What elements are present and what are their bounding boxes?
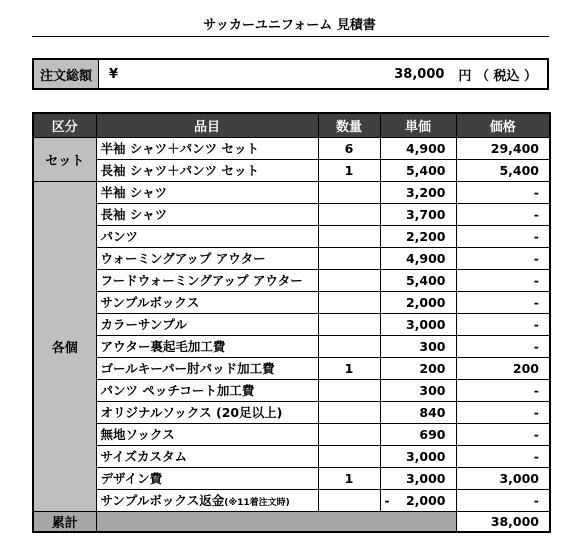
item-cell: 半袖 シャツ: [96, 181, 318, 203]
table-row: [33, 313, 550, 335]
table-row: [33, 225, 550, 247]
table-row: [33, 269, 550, 291]
table-row: [33, 335, 550, 357]
item-cell: カラーサンプル: [96, 313, 318, 335]
price-cell: -: [456, 445, 550, 467]
price-cell: -: [456, 401, 550, 423]
quantity-cell: 6: [318, 137, 380, 159]
unit-price-cell: 200: [380, 357, 456, 379]
order-total-label: 注文総額: [34, 60, 99, 88]
refund-amount: 2,000: [405, 492, 446, 508]
unit-price-cell: 840: [380, 401, 456, 423]
table-header-row: [33, 113, 550, 137]
title-divider: [32, 36, 549, 37]
unit-price-cell: 3,000: [380, 467, 456, 489]
table-row: [33, 401, 550, 423]
table-row: [33, 137, 550, 159]
price-cell: 3,000: [456, 467, 550, 489]
table-row: [33, 291, 550, 313]
table-row: [33, 357, 550, 379]
quantity-cell: [318, 181, 380, 203]
unit-price-cell: 2,000: [380, 291, 456, 313]
table-row: [33, 159, 550, 181]
quantity-cell: [318, 401, 380, 423]
quantity-cell: [318, 203, 380, 225]
item-cell: 長袖 シャツ＋パンツ セット: [96, 159, 318, 181]
quantity-cell: [318, 225, 380, 247]
item-cell: フードウォーミングアップ アウター: [96, 269, 318, 291]
item-cell: 半袖 シャツ＋パンツ セット: [96, 137, 318, 159]
price-cell: -: [456, 489, 550, 511]
table-row: [33, 467, 550, 489]
quantity-cell: 1: [318, 357, 380, 379]
refund-note: (※11着注文時): [224, 498, 290, 508]
quantity-cell: [318, 335, 380, 357]
quantity-cell: [318, 445, 380, 467]
refund-item-label: サンプルボックス返金: [100, 493, 225, 508]
unit-price-cell: 3,700: [380, 203, 456, 225]
table-row: [33, 203, 550, 225]
quantity-cell: 1: [318, 159, 380, 181]
price-cell: -: [456, 269, 550, 291]
table-row: [33, 379, 550, 401]
sum-spacer: [96, 511, 456, 532]
table-row: [33, 445, 550, 467]
quote-table-body: [33, 137, 550, 532]
unit-price-cell: 3,000: [380, 313, 456, 335]
quantity-cell: [318, 423, 380, 445]
unit-price-cell: 300: [380, 335, 456, 357]
item-cell: 無地ソックス: [96, 423, 318, 445]
refund-row: [33, 489, 550, 511]
unit-price-cell: 3,200: [380, 181, 456, 203]
order-total-unit: 円 （ 税込 ）: [458, 68, 537, 84]
header-item: 品目: [96, 113, 318, 137]
unit-price-cell: 5,400: [380, 269, 456, 291]
quantity-cell: 1: [318, 467, 380, 489]
header-unit-price: 単価: [380, 113, 456, 137]
table-row: [33, 247, 550, 269]
item-cell: ウォーミングアップ アウター: [96, 247, 318, 269]
price-cell: -: [456, 313, 550, 335]
quantity-cell: [318, 489, 380, 511]
unit-price-cell: 4,900: [380, 137, 456, 159]
unit-price-cell: [380, 489, 456, 511]
item-cell: サイズカスタム: [96, 445, 318, 467]
unit-price-cell: 300: [380, 379, 456, 401]
unit-price-cell: 3,000: [380, 445, 456, 467]
price-cell: 29,400: [456, 137, 550, 159]
order-total-amount: 38,000: [394, 66, 445, 82]
category-cell: セット: [33, 137, 96, 181]
currency-symbol: ¥: [109, 66, 119, 82]
price-cell: -: [456, 203, 550, 225]
sum-row: [33, 511, 550, 532]
price-cell: -: [456, 379, 550, 401]
item-cell: サンプルボックス: [96, 291, 318, 313]
unit-price-cell: 4,900: [380, 247, 456, 269]
price-cell: -: [456, 291, 550, 313]
table-row: [33, 423, 550, 445]
price-cell: -: [456, 423, 550, 445]
item-cell: ゴールキーパー肘パッド加工費: [96, 357, 318, 379]
category-cell: 各個: [33, 181, 96, 511]
negative-amount: [385, 493, 446, 508]
unit-price-cell: 2,200: [380, 225, 456, 247]
order-total-value: [99, 60, 547, 88]
header-price: 価格: [456, 113, 550, 137]
header-category: 区分: [33, 113, 96, 137]
item-cell: オリジナルソックス (20足以上): [96, 401, 318, 423]
quantity-cell: [318, 313, 380, 335]
quantity-cell: [318, 291, 380, 313]
price-cell: -: [456, 225, 550, 247]
order-total-box: [32, 58, 549, 90]
item-cell: [96, 489, 318, 511]
quote-table: [32, 112, 551, 533]
price-cell: -: [456, 247, 550, 269]
page-title: サッカーユニフォーム 見積書: [203, 18, 376, 33]
unit-price-cell: 690: [380, 423, 456, 445]
item-cell: パンツ ペッチコート加工費: [96, 379, 318, 401]
price-cell: 5,400: [456, 159, 550, 181]
minus-sign: -: [384, 492, 390, 508]
item-cell: デザイン費: [96, 467, 318, 489]
item-cell: アウター裏起毛加工費: [96, 335, 318, 357]
sum-label: 累計: [33, 511, 96, 532]
quantity-cell: [318, 247, 380, 269]
price-cell: -: [456, 335, 550, 357]
unit-price-cell: 5,400: [380, 159, 456, 181]
table-row: [33, 181, 550, 203]
item-cell: パンツ: [96, 225, 318, 247]
quantity-cell: [318, 379, 380, 401]
sum-total: 38,000: [456, 511, 550, 532]
header-quantity: 数量: [318, 113, 380, 137]
item-cell: 長袖 シャツ: [96, 203, 318, 225]
price-cell: -: [456, 181, 550, 203]
quantity-cell: [318, 269, 380, 291]
price-cell: 200: [456, 357, 550, 379]
